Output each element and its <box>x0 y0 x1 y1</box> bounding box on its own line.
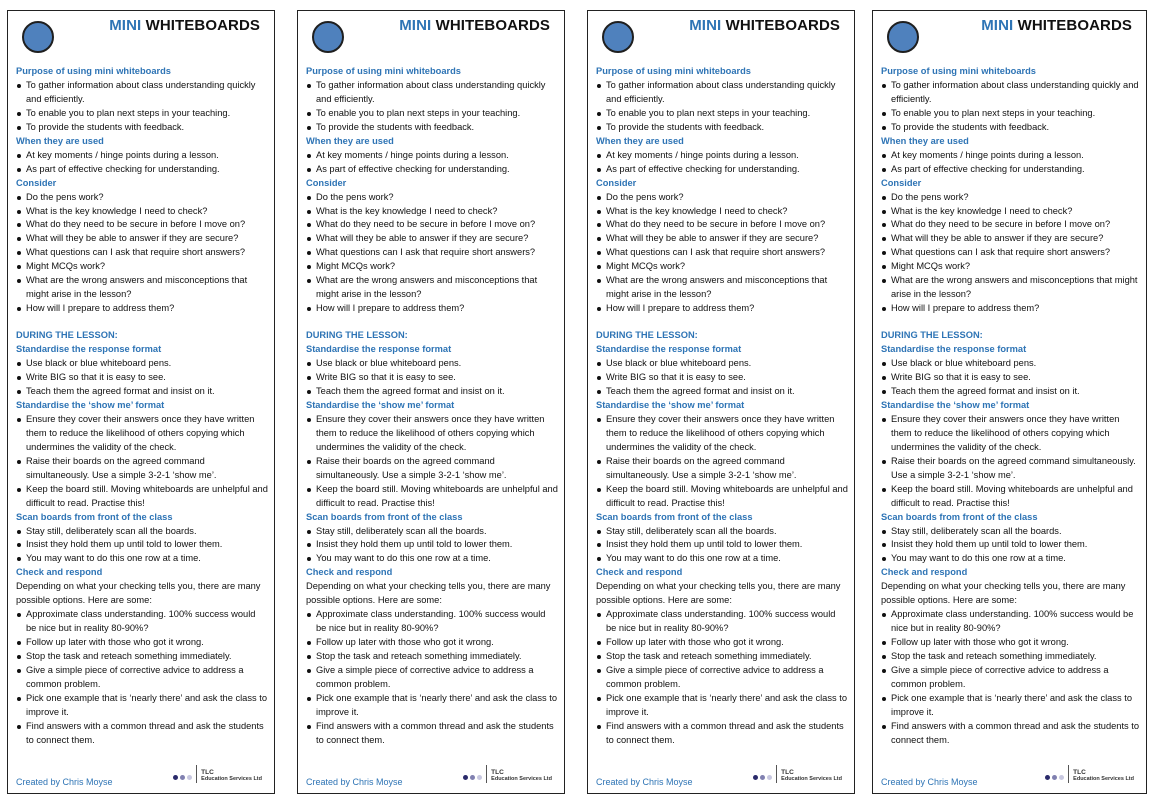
section-heading: Consider <box>596 177 637 188</box>
bullet-item: To enable you to plan next steps in your teaching. <box>596 107 848 121</box>
section-heading: When they are used <box>16 135 104 146</box>
logo-divider <box>486 765 487 783</box>
bullet-item: At key moments / hinge points during a lesson. <box>881 149 1140 163</box>
bullet-item: Find answers with a common thread and ask the students to connect them. <box>596 720 848 748</box>
section-heading: Check and respond <box>306 567 393 578</box>
bullet-item: Insist they hold them up until told to lower them. <box>596 538 848 552</box>
bullet-item: What are the wrong answers and misconceptions that might arise in the lesson? <box>306 274 558 302</box>
bullet-item: Pick one example that is ‘nearly there’ and ask the class to improve it. <box>596 692 848 720</box>
section-heading: DURING THE LESSON: <box>596 330 698 341</box>
logo-dot <box>767 775 772 780</box>
section-heading: Check and respond <box>16 567 103 578</box>
bullet-item: Approximate class understanding. 100% success would be nice but in reality 80-90%? <box>306 608 558 636</box>
bullet-item: What are the wrong answers and misconceptions that might arise in the lesson? <box>596 274 848 302</box>
bullet-item: Teach them the agreed format and insist on it. <box>306 385 558 399</box>
bullet-item: Follow up later with those who got it wrong. <box>16 636 268 650</box>
bullet-item: Do the pens work? <box>596 191 848 205</box>
section-heading: Scan boards from front of the class <box>16 511 173 522</box>
bullet-item: Raise their boards on the agreed command simultaneously. Use a simple 3-2-1 ‘show me’. <box>881 455 1140 483</box>
bullet-item: What is the key knowledge I need to check? <box>16 205 268 219</box>
card-content <box>881 65 1140 748</box>
tlc-logo <box>753 765 842 783</box>
logo-dot <box>760 775 765 780</box>
bullet-item: What questions can I ask that require short answers? <box>306 246 558 260</box>
card-content <box>16 65 268 748</box>
bullet-item: Might MCQs work? <box>881 260 1140 274</box>
bullet-item: To gather information about class understanding quickly and efficiently. <box>306 79 558 107</box>
section-heading: Standardise the ‘show me’ format <box>596 399 745 410</box>
bullet-item: To provide the students with feedback. <box>16 121 268 135</box>
bullet-item: Do the pens work? <box>881 191 1140 205</box>
card <box>587 10 855 794</box>
bullet-item: What questions can I ask that require short answers? <box>881 246 1140 260</box>
bullet-item: Give a simple piece of corrective advice to address a common problem. <box>16 664 268 692</box>
bullet-item: Might MCQs work? <box>16 260 268 274</box>
bullet-item: What will they be able to answer if they are secure? <box>306 232 558 246</box>
bullet-item: Stay still, deliberately scan all the boards. <box>596 525 848 539</box>
bullet-item: As part of effective checking for understanding. <box>16 163 268 177</box>
bullet-item: What will they be able to answer if they are secure? <box>16 232 268 246</box>
section-heading: Standardise the ‘show me’ format <box>881 399 1030 410</box>
bullet-item: Follow up later with those who got it wrong. <box>306 636 558 650</box>
bullet-item: Use black or blue whiteboard pens. <box>306 357 558 371</box>
bullet-item: Pick one example that is ‘nearly there’ and ask the class to improve it. <box>16 692 268 720</box>
bullet-item: You may want to do this one row at a time. <box>16 552 268 566</box>
bullet-item: Stop the task and reteach something immediately. <box>596 650 848 664</box>
logo-dot <box>187 775 192 780</box>
card-title: MINI WHITEBOARDS <box>981 17 1132 34</box>
tlc-logo <box>173 765 262 783</box>
bullet-item: To gather information about class understanding quickly and efficiently. <box>16 79 268 107</box>
logo-text: TLC Education Services Ltd <box>201 769 262 782</box>
card <box>872 10 1147 794</box>
section-heading: Purpose of using mini whiteboards <box>306 66 461 76</box>
bullet-item: Raise their boards on the agreed command simultaneously. Use a simple 3-2-1 ‘show me’. <box>596 455 848 483</box>
bullet-item: What questions can I ask that require short answers? <box>596 246 848 260</box>
section-heading: Consider <box>306 177 347 188</box>
logo-dot <box>753 775 758 780</box>
section-heading: Standardise the response format <box>881 344 1027 355</box>
bullet-item: Pick one example that is ‘nearly there’ and ask the class to improve it. <box>881 692 1140 720</box>
bullet-item: Use black or blue whiteboard pens. <box>596 357 848 371</box>
bullet-item: Follow up later with those who got it wrong. <box>881 636 1140 650</box>
bullet-item: Keep the board still. Moving whiteboards are unhelpful and difficult to read. Practise this! <box>596 483 848 511</box>
bullet-item: Give a simple piece of corrective advice to address a common problem. <box>881 664 1140 692</box>
section-heading: Standardise the ‘show me’ format <box>16 399 165 410</box>
logo-dot <box>1045 775 1050 780</box>
bullet-item: Stop the task and reteach something immediately. <box>16 650 268 664</box>
bullet-item: Might MCQs work? <box>596 260 848 274</box>
bullet-item: What do they need to be secure in before I move on? <box>306 218 558 232</box>
section-heading: Standardise the response format <box>16 344 162 355</box>
bullet-item: Ensure they cover their answers once they have written them to reduce the likelihood of others copying which undermines the validity of the check. <box>596 413 848 455</box>
section-paragraph: Depending on what your checking tells you, there are many possible options. Here are some: <box>881 581 1126 606</box>
section-heading: Standardise the response format <box>306 344 452 355</box>
bullet-item: Ensure they cover their answers once they have written them to reduce the likelihood of others copying which undermines the validity of the check. <box>306 413 558 455</box>
logo-text: TLC Education Services Ltd <box>491 769 552 782</box>
bullet-item: As part of effective checking for understanding. <box>306 163 558 177</box>
bullet-item: Stay still, deliberately scan all the boards. <box>306 525 558 539</box>
section-heading: Purpose of using mini whiteboards <box>16 66 171 76</box>
section-paragraph: Depending on what your checking tells you, there are many possible options. Here are some: <box>306 581 551 606</box>
bullet-item: At key moments / hinge points during a lesson. <box>596 149 848 163</box>
section-heading: Check and respond <box>881 567 968 578</box>
section-heading: DURING THE LESSON: <box>16 330 118 341</box>
bullet-item: Insist they hold them up until told to lower them. <box>306 538 558 552</box>
section-heading: Consider <box>881 177 922 188</box>
logo-dot <box>470 775 475 780</box>
bullet-item: Teach them the agreed format and insist on it. <box>881 385 1140 399</box>
section-heading: DURING THE LESSON: <box>306 330 408 341</box>
bullet-item: What do they need to be secure in before I move on? <box>16 218 268 232</box>
section-heading: Scan boards from front of the class <box>881 511 1038 522</box>
bullet-item: To provide the students with feedback. <box>881 121 1140 135</box>
bullet-item: How will I prepare to address them? <box>596 302 848 316</box>
bullet-item: Stay still, deliberately scan all the boards. <box>16 525 268 539</box>
circle-icon <box>887 21 919 53</box>
card <box>7 10 275 794</box>
bullet-item: Insist they hold them up until told to lower them. <box>16 538 268 552</box>
logo-dot <box>173 775 178 780</box>
logo-dot <box>463 775 468 780</box>
bullet-item: Insist they hold them up until told to lower them. <box>881 538 1140 552</box>
footer-credit: Created by Chris Moyse <box>16 777 113 787</box>
bullet-item: Keep the board still. Moving whiteboards are unhelpful and difficult to read. Practise this! <box>306 483 558 511</box>
bullet-item: What will they be able to answer if they are secure? <box>881 232 1140 246</box>
bullet-item: What will they be able to answer if they are secure? <box>596 232 848 246</box>
bullet-item: Raise their boards on the agreed command simultaneously. Use a simple 3-2-1 ‘show me’. <box>16 455 268 483</box>
card-title: MINI WHITEBOARDS <box>689 17 840 34</box>
bullet-item: Ensure they cover their answers once they have written them to reduce the likelihood of others copying which undermines the validity of the check. <box>16 413 268 455</box>
bullet-item: Stop the task and reteach something immediately. <box>306 650 558 664</box>
bullet-item: You may want to do this one row at a time. <box>881 552 1140 566</box>
bullet-item: To provide the students with feedback. <box>596 121 848 135</box>
bullet-item: What is the key knowledge I need to check? <box>881 205 1140 219</box>
bullet-item: Write BIG so that it is easy to see. <box>16 371 268 385</box>
logo-dot <box>1052 775 1057 780</box>
bullet-item: Follow up later with those who got it wrong. <box>596 636 848 650</box>
bullet-item: To provide the students with feedback. <box>306 121 558 135</box>
bullet-item: Stay still, deliberately scan all the boards. <box>881 525 1140 539</box>
bullet-item: At key moments / hinge points during a lesson. <box>306 149 558 163</box>
card-content <box>306 65 558 748</box>
bullet-item: Ensure they cover their answers once they have written them to reduce the likelihood of others copying which undermines the validity of the check. <box>881 413 1140 455</box>
logo-dot <box>1059 775 1064 780</box>
bullet-item: As part of effective checking for understanding. <box>596 163 848 177</box>
section-heading: Purpose of using mini whiteboards <box>596 66 751 76</box>
bullet-item: Stop the task and reteach something immediately. <box>881 650 1140 664</box>
logo-divider <box>776 765 777 783</box>
bullet-item: How will I prepare to address them? <box>16 302 268 316</box>
bullet-item: At key moments / hinge points during a lesson. <box>16 149 268 163</box>
bullet-item: Find answers with a common thread and ask the students to connect them. <box>881 720 1140 748</box>
bullet-item: Find answers with a common thread and ask the students to connect them. <box>16 720 268 748</box>
bullet-item: Use black or blue whiteboard pens. <box>881 357 1140 371</box>
bullet-item: Give a simple piece of corrective advice to address a common problem. <box>596 664 848 692</box>
bullet-item: Approximate class understanding. 100% success would be nice but in reality 80-90%? <box>881 608 1140 636</box>
bullet-item: What is the key knowledge I need to check? <box>306 205 558 219</box>
footer-credit: Created by Chris Moyse <box>306 777 403 787</box>
bullet-item: To enable you to plan next steps in your teaching. <box>306 107 558 121</box>
bullet-item: To gather information about class understanding quickly and efficiently. <box>596 79 848 107</box>
bullet-item: What do they need to be secure in before I move on? <box>596 218 848 232</box>
bullet-item: How will I prepare to address them? <box>881 302 1140 316</box>
bullet-item: To gather information about class understanding quickly and efficiently. <box>881 79 1140 107</box>
bullet-item: As part of effective checking for understanding. <box>881 163 1140 177</box>
section-heading: Standardise the ‘show me’ format <box>306 399 455 410</box>
bullet-item: What do they need to be secure in before I move on? <box>881 218 1140 232</box>
section-heading: Scan boards from front of the class <box>596 511 753 522</box>
bullet-item: Use black or blue whiteboard pens. <box>16 357 268 371</box>
logo-dot <box>180 775 185 780</box>
circle-icon <box>22 21 54 53</box>
section-heading: Standardise the response format <box>596 344 742 355</box>
bullet-item: You may want to do this one row at a time. <box>306 552 558 566</box>
bullet-item: You may want to do this one row at a time. <box>596 552 848 566</box>
logo-text: TLC Education Services Ltd <box>1073 769 1134 782</box>
section-heading: Scan boards from front of the class <box>306 511 463 522</box>
circle-icon <box>312 21 344 53</box>
bullet-item: Find answers with a common thread and ask the students to connect them. <box>306 720 558 748</box>
bullet-item: Write BIG so that it is easy to see. <box>881 371 1140 385</box>
bullet-item: What are the wrong answers and misconceptions that might arise in the lesson? <box>881 274 1140 302</box>
bullet-item: What questions can I ask that require short answers? <box>16 246 268 260</box>
section-heading: Consider <box>16 177 57 188</box>
section-heading: Check and respond <box>596 567 683 578</box>
section-paragraph: Depending on what your checking tells you, there are many possible options. Here are some: <box>16 581 261 606</box>
bullet-item: To enable you to plan next steps in your teaching. <box>881 107 1140 121</box>
bullet-item: How will I prepare to address them? <box>306 302 558 316</box>
bullet-item: Might MCQs work? <box>306 260 558 274</box>
bullet-item: Write BIG so that it is easy to see. <box>596 371 848 385</box>
section-paragraph: Depending on what your checking tells you, there are many possible options. Here are some: <box>596 581 841 606</box>
logo-text: TLC Education Services Ltd <box>781 769 842 782</box>
bullet-item: Approximate class understanding. 100% success would be nice but in reality 80-90%? <box>596 608 848 636</box>
footer-credit: Created by Chris Moyse <box>596 777 693 787</box>
card-content <box>596 65 848 748</box>
bullet-item: Teach them the agreed format and insist on it. <box>596 385 848 399</box>
bullet-item: Raise their boards on the agreed command simultaneously. Use a simple 3-2-1 ‘show me’. <box>306 455 558 483</box>
circle-icon <box>602 21 634 53</box>
section-heading: Purpose of using mini whiteboards <box>881 66 1036 76</box>
logo-divider <box>196 765 197 783</box>
bullet-item: Keep the board still. Moving whiteboards are unhelpful and difficult to read. Practise this! <box>16 483 268 511</box>
bullet-item: Pick one example that is ‘nearly there’ and ask the class to improve it. <box>306 692 558 720</box>
bullet-item: What is the key knowledge I need to check? <box>596 205 848 219</box>
logo-divider <box>1068 765 1069 783</box>
logo-dot <box>477 775 482 780</box>
bullet-item: Approximate class understanding. 100% success would be nice but in reality 80-90%? <box>16 608 268 636</box>
card-title: MINI WHITEBOARDS <box>109 17 260 34</box>
tlc-logo <box>463 765 552 783</box>
section-heading: DURING THE LESSON: <box>881 330 983 341</box>
bullet-item: What are the wrong answers and misconceptions that might arise in the lesson? <box>16 274 268 302</box>
bullet-item: Teach them the agreed format and insist on it. <box>16 385 268 399</box>
bullet-item: Keep the board still. Moving whiteboards are unhelpful and difficult to read. Practise this! <box>881 483 1140 511</box>
bullet-item: Do the pens work? <box>16 191 268 205</box>
section-heading: When they are used <box>881 135 969 146</box>
section-heading: When they are used <box>596 135 684 146</box>
tlc-logo <box>1045 765 1134 783</box>
bullet-item: Give a simple piece of corrective advice to address a common problem. <box>306 664 558 692</box>
section-heading: When they are used <box>306 135 394 146</box>
bullet-item: Do the pens work? <box>306 191 558 205</box>
bullet-item: To enable you to plan next steps in your teaching. <box>16 107 268 121</box>
footer-credit: Created by Chris Moyse <box>881 777 978 787</box>
card <box>297 10 565 794</box>
card-title: MINI WHITEBOARDS <box>399 17 550 34</box>
bullet-item: Write BIG so that it is easy to see. <box>306 371 558 385</box>
